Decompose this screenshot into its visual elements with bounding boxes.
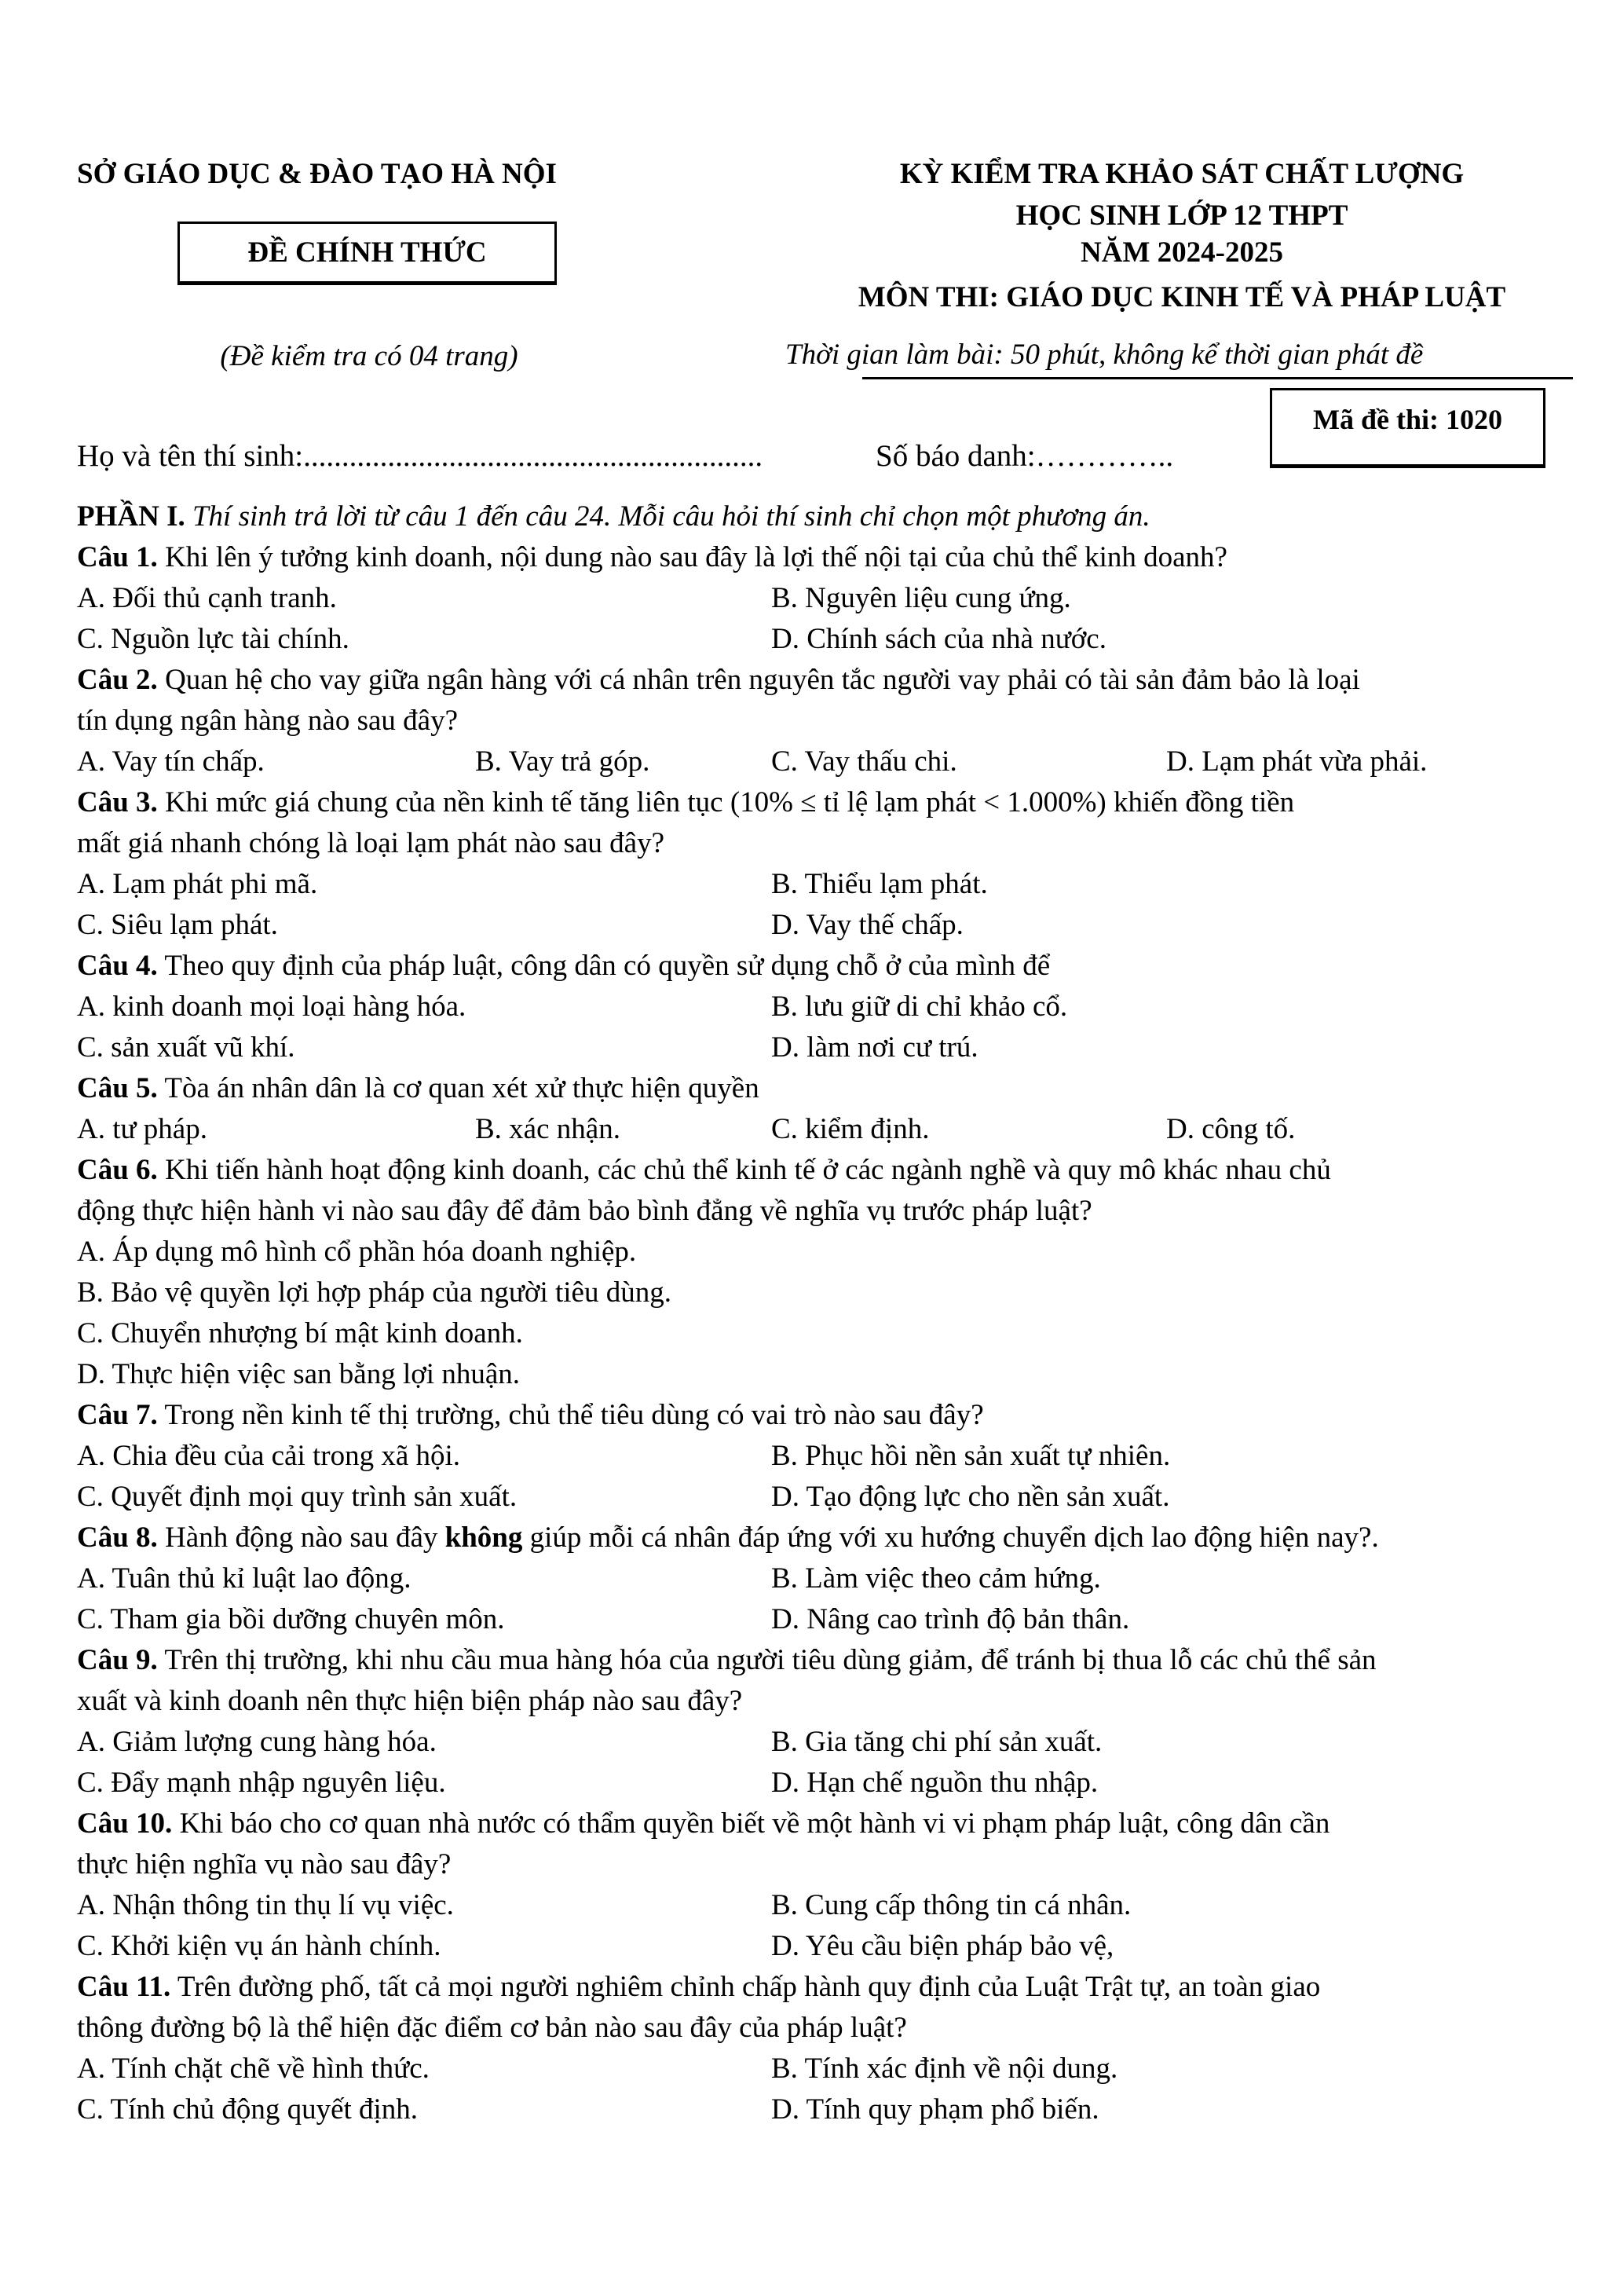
question-label: Câu 2. — [77, 664, 158, 696]
question-label: Câu 6. — [77, 1154, 158, 1186]
question-text: Trong nền kinh tế thị trường, chủ thể tiêu dùng có vai trò nào sau đây? — [164, 1399, 984, 1431]
department-name: SỞ GIÁO DỤC & ĐÀO TẠO HÀ NỘI — [77, 158, 557, 190]
option-row — [77, 905, 1569, 946]
option-row — [77, 1763, 1569, 1803]
answer-option[interactable]: D. công tố. — [1166, 1113, 1296, 1145]
exam-code: Mã đề thi: 1020 — [1313, 404, 1502, 435]
question-text: Trên đường phố, tất cả mọi người nghiêm chỉnh chấp hành quy định của Luật Trật tự, an toàn giao — [177, 1971, 1321, 2003]
candidate-number-field: Số báo danh:………….. — [876, 439, 1174, 473]
question-text: thông đường bộ là thể hiện đặc điểm cơ bản nào sau đây của pháp luật? — [77, 2012, 907, 2044]
question-line — [77, 537, 1569, 578]
answer-option[interactable]: A. Giảm lượng cung hàng hóa. — [77, 1726, 437, 1758]
answer-option[interactable]: C. kiểm định. — [771, 1113, 930, 1145]
answer-option[interactable]: C. Tính chủ động quyết định. — [77, 2093, 419, 2126]
question-line — [77, 1518, 1569, 1558]
question-label: Câu 9. — [77, 1644, 158, 1676]
answer-option[interactable]: D. Thực hiện việc san bằng lợi nhuận. — [77, 1358, 520, 1390]
answer-option[interactable]: C. Vay thấu chi. — [771, 745, 957, 778]
question-text: Hành động nào sau đây — [165, 1522, 445, 1554]
question-label: Câu 11. — [77, 1971, 171, 2003]
section-instruction: Thí sinh trả lời từ câu 1 đến câu 24. Mỗi câu hỏi thí sinh chỉ chọn một phương án. — [192, 500, 1150, 533]
answer-option[interactable]: C. Nguồn lực tài chính. — [77, 623, 349, 655]
answer-option[interactable]: D. làm nơi cư trú. — [771, 1031, 978, 1064]
question-line — [77, 1191, 1569, 1232]
answer-option[interactable]: A. Tính chặt chẽ về hình thức. — [77, 2052, 430, 2085]
question-label: Câu 3. — [77, 786, 158, 818]
option-row — [77, 1109, 1569, 1150]
question-line — [77, 946, 1569, 987]
question-line — [77, 701, 1569, 742]
question-line — [77, 1640, 1569, 1681]
question-line — [77, 1681, 1569, 1722]
answer-option[interactable]: B. Nguyên liệu cung ứng. — [771, 582, 1071, 614]
question-label: Câu 5. — [77, 1072, 158, 1104]
question-emphasis: không — [444, 1522, 523, 1554]
question-text: Khi tiến hành hoạt động kinh doanh, các chủ thể kinh tế ở các ngành nghề và quy mô khác nhau chủ — [165, 1154, 1331, 1186]
answer-option[interactable]: B. Cung cấp thông tin cá nhân. — [771, 1889, 1132, 1921]
option-row — [77, 1926, 1569, 1967]
time-note: Thời gian làm bài: 50 phút, không kể thời gian phát đề — [785, 339, 1424, 371]
candidate-name-field: Họ và tên thí sinh:............................................................ — [77, 439, 763, 473]
answer-option[interactable]: B. Phục hồi nền sản xuất tự nhiên. — [771, 1440, 1171, 1472]
question-label: Câu 8. — [77, 1522, 158, 1554]
option-row — [77, 1885, 1569, 1926]
answer-option[interactable]: A. Lạm phát phi mã. — [77, 868, 318, 900]
question-line — [77, 660, 1569, 701]
answer-option[interactable]: C. Khởi kiện vụ án hành chính. — [77, 1930, 441, 1962]
option-row — [77, 987, 1569, 1027]
question-text: Trên thị trường, khi nhu cầu mua hàng hóa của người tiêu dùng giảm, để tránh bị thua lỗ các chủ thể sản — [164, 1644, 1377, 1676]
option-row — [77, 1558, 1569, 1599]
option-row — [77, 1354, 1569, 1395]
answer-option[interactable]: A. kinh doanh mọi loại hàng hóa. — [77, 991, 466, 1023]
question-line — [77, 2008, 1569, 2049]
answer-option[interactable]: B. Làm việc theo cảm hứng. — [771, 1562, 1101, 1595]
question-line — [77, 1395, 1569, 1436]
answer-option[interactable]: C. sản xuất vũ khí. — [77, 1031, 295, 1064]
answer-option[interactable]: A. Đối thủ cạnh tranh. — [77, 582, 337, 614]
exam-title-1: KỲ KIỂM TRA KHẢO SÁT CHẤT LƯỢNG — [899, 158, 1465, 190]
answer-option[interactable]: D. Tính quy phạm phổ biến. — [771, 2093, 1099, 2126]
question-line — [77, 1150, 1569, 1191]
question-label: Câu 1. — [77, 541, 158, 573]
question-text: Tòa án nhân dân là cơ quan xét xử thực hiện quyền — [164, 1072, 759, 1104]
official-label: ĐỀ CHÍNH THỨC — [247, 236, 487, 269]
question-text: Khi báo cho cơ quan nhà nước có thẩm quyền biết về một hành vi vi phạm pháp luật, công dân cần — [179, 1807, 1330, 1840]
answer-option[interactable]: D. Lạm phát vừa phải. — [1166, 745, 1428, 778]
question-text: mất giá nhanh chóng là loại lạm phát nào sau đây? — [77, 827, 664, 859]
option-row — [77, 1599, 1569, 1640]
question-label: Câu 7. — [77, 1399, 158, 1431]
question-text: thực hiện nghĩa vụ nào sau đây? — [77, 1848, 452, 1880]
option-row — [77, 619, 1569, 660]
question-text: Khi mức giá chung của nền kinh tế tăng liên tục (10% ≤ tỉ lệ lạm phát < 1.000%) khiến đồng tiền — [165, 786, 1295, 818]
section-header — [77, 496, 1569, 537]
answer-option[interactable]: C. Quyết định mọi quy trình sản xuất. — [77, 1481, 518, 1513]
option-row — [77, 1273, 1569, 1313]
question-text: Theo quy định của pháp luật, công dân có quyền sử dụng chỗ ở của mình để — [164, 950, 1051, 982]
section-label: PHẦN I. — [77, 500, 185, 533]
answer-option[interactable]: A. Vay tín chấp. — [77, 745, 265, 778]
answer-option[interactable]: B. xác nhận. — [475, 1113, 620, 1145]
answer-option[interactable]: A. Tuân thủ kỉ luật lao động. — [77, 1562, 411, 1595]
question-text: tín dụng ngân hàng nào sau đây? — [77, 705, 458, 737]
question-line — [77, 782, 1569, 823]
question-line — [77, 1803, 1569, 1844]
question-label: Câu 10. — [77, 1807, 173, 1840]
answer-option[interactable]: B. Thiểu lạm phát. — [771, 868, 988, 900]
option-row — [77, 578, 1569, 619]
answer-option[interactable]: A. Nhận thông tin thụ lí vụ việc. — [77, 1889, 454, 1921]
answer-option[interactable]: D. Tạo động lực cho nền sản xuất. — [771, 1481, 1170, 1513]
question-text: Quan hệ cho vay giữa ngân hàng với cá nhân trên nguyên tắc người vay phải có tài sản đảm bảo là loại — [165, 664, 1360, 696]
question-text: giúp mỗi cá nhân đáp ứng với xu hướng chuyển dịch lao động hiện nay?. — [522, 1522, 1379, 1554]
answer-option[interactable]: A. Chia đều của cải trong xã hội. — [77, 1440, 461, 1472]
time-note-underline — [862, 377, 1573, 379]
option-row — [77, 1313, 1569, 1354]
question-label: Câu 4. — [77, 950, 158, 982]
option-row — [77, 1436, 1569, 1477]
answer-option[interactable]: B. Tính xác định về nội dung. — [771, 2052, 1118, 2085]
answer-option[interactable]: A. Áp dụng mô hình cổ phần hóa doanh nghiệp. — [77, 1236, 637, 1268]
exam-code-box — [1270, 388, 1545, 468]
option-row — [77, 1722, 1569, 1763]
answer-option[interactable]: D. Vay thế chấp. — [771, 909, 964, 941]
answer-option[interactable]: D. Yêu cầu biện pháp bảo vệ, — [771, 1930, 1114, 1962]
exam-year: NĂM 2024-2025 — [1081, 236, 1283, 269]
option-row — [77, 1477, 1569, 1518]
option-row — [77, 864, 1569, 905]
question-text: Khi lên ý tưởng kinh doanh, nội dung nào sau đây là lợi thế nội tại của chủ thể kinh doanh? — [165, 541, 1227, 573]
question-text: động thực hiện hành vi nào sau đây để đảm bảo bình đẳng về nghĩa vụ trước pháp luật? — [77, 1195, 1092, 1227]
question-line — [77, 1967, 1569, 2008]
answer-option[interactable]: B. Gia tăng chi phí sản xuất. — [771, 1726, 1103, 1758]
question-text: xuất và kinh doanh nên thực hiện biện pháp nào sau đây? — [77, 1685, 743, 1717]
official-exam-box — [177, 222, 557, 285]
question-list — [77, 496, 1569, 2130]
exam-subject: MÔN THI: GIÁO DỤC KINH TẾ VÀ PHÁP LUẬT — [858, 281, 1506, 313]
option-row — [77, 1027, 1569, 1068]
question-line — [77, 823, 1569, 864]
answer-option[interactable]: B. lưu giữ di chỉ khảo cổ. — [771, 991, 1068, 1023]
answer-option[interactable]: B. Bảo vệ quyền lợi hợp pháp của người tiêu dùng. — [77, 1276, 671, 1309]
answer-option[interactable]: A. tư pháp. — [77, 1113, 207, 1145]
answer-option[interactable]: B. Vay trả góp. — [475, 745, 650, 778]
answer-option[interactable]: C. Đẩy mạnh nhập nguyên liệu. — [77, 1767, 446, 1799]
option-row — [77, 2049, 1569, 2089]
option-row — [77, 742, 1569, 782]
option-row — [77, 1232, 1569, 1273]
exam-title-2: HỌC SINH LỚP 12 THPT — [1015, 200, 1348, 232]
answer-option[interactable]: C. Chuyển nhượng bí mật kinh doanh. — [77, 1317, 523, 1349]
question-line — [77, 1068, 1569, 1109]
answer-option[interactable]: D. Nâng cao trình độ bản thân. — [771, 1603, 1130, 1635]
question-line — [77, 1844, 1569, 1885]
answer-option[interactable]: D. Hạn chế nguồn thu nhập. — [771, 1767, 1099, 1799]
answer-option[interactable]: C. Tham gia bồi dưỡng chuyên môn. — [77, 1603, 505, 1635]
page-note: (Đề kiểm tra có 04 trang) — [220, 340, 518, 372]
answer-option[interactable]: D. Chính sách của nhà nước. — [771, 623, 1106, 655]
answer-option[interactable]: C. Siêu lạm phát. — [77, 909, 278, 941]
option-row — [77, 2089, 1569, 2130]
